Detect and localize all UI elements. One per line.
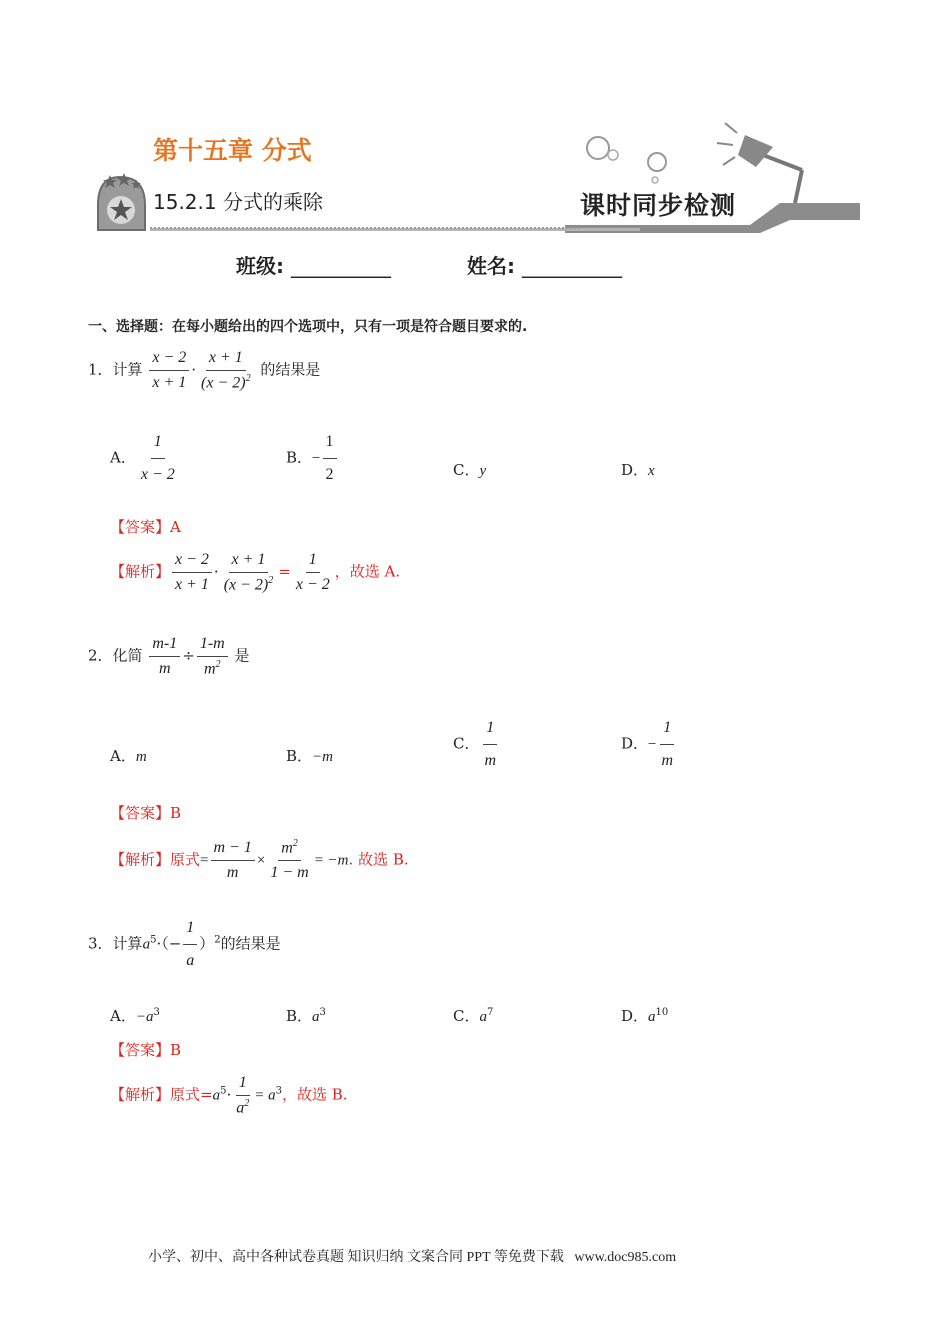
q3-number: 3． [88, 934, 113, 953]
q3-option-b[interactable]: B．$a^3$ [286, 1007, 326, 1025]
question-1 [88, 348, 320, 393]
q1-tail: 的结果是 [260, 360, 321, 379]
q2-answer: 【答案】B [110, 804, 182, 822]
name-blank[interactable]: __________ [521, 254, 622, 278]
q1-option-b[interactable]: B．− $\frac{1}{2}$ [286, 432, 339, 485]
q3-option-c[interactable]: C．$a^7$ [453, 1007, 494, 1025]
q2-option-a[interactable]: A．m [110, 747, 147, 765]
q2-tail: 是 [234, 646, 250, 665]
q3-frac: $\frac{1}{a}$ [183, 918, 197, 971]
q1-frac-1: $\frac{x - 2}{x + 1}$ [149, 348, 189, 393]
header-dotted-line [150, 227, 580, 229]
q3-option-d[interactable]: D．$a^{10}$ [621, 1007, 669, 1025]
q1-analysis: 【解析】 $\frac{x - 2}{x + 1}$ · $\frac{x + 1}{(x - 2)^2}$ = $\frac{1}{x - 2}$ ，故选 A. [110, 551, 401, 594]
q3-analysis: 【解析】原式$=a^5\cdot$ $\frac{1}{a^2}$ = $a^3$，故选 B. [110, 1074, 348, 1117]
star-emblem-icon [98, 173, 145, 230]
q1-answer: 【答案】A [110, 518, 181, 536]
q3-option-a[interactable]: A．$-a^3$ [110, 1007, 160, 1025]
footer-text: 小学、初中、高中各种试卷真题 知识归纳 文案合同 PPT 等免费下载 www.doc985.com [148, 1250, 677, 1265]
class-blank[interactable]: __________ [290, 254, 391, 278]
class-label: 班级: [236, 254, 284, 278]
q2-frac-1: $\frac{m-1}{m}$ [149, 634, 180, 679]
q1-option-c[interactable]: C．y [453, 461, 487, 479]
section-title: 15.2.1 分式的乘除 [153, 190, 323, 214]
q2-option-c[interactable]: C． $\frac{1}{m}$ [453, 719, 497, 769]
q2-option-d[interactable]: D．− $\frac{1}{m}$ [621, 719, 674, 769]
question-3: 3．计算$a^5\cdot(-$ $\frac{1}{a}$ ）$^2$的结果是 [88, 919, 281, 969]
q1-dot: · [191, 360, 197, 379]
q2-number: 2． [88, 646, 113, 665]
section-heading: 一、选择题：在每小题给出的四个选项中，只有一项是符合题目要求的. [88, 319, 528, 335]
name-label: 姓名: [467, 254, 515, 278]
question-2 [88, 634, 250, 679]
q3-tail: 的结果是 [220, 934, 281, 953]
q2-frac-2: $\frac{1-m}{m^2}$ [197, 634, 228, 679]
q3-lead: 计算 [112, 934, 143, 953]
q1-lead: 计算 [112, 360, 143, 379]
badge-title: 课时同步检测 [580, 193, 737, 220]
name-field [467, 250, 622, 279]
chapter-title: 第十五章 分式 [153, 136, 312, 165]
q1-frac-2: $\frac{x + 1}{(x - 2)^2}$ [201, 349, 251, 392]
q1-number: 1． [88, 360, 113, 379]
q1-option-d[interactable]: D．x [621, 461, 655, 479]
q3-answer: 【答案】B [110, 1041, 182, 1059]
class-field [236, 250, 391, 279]
q2-lead: 化简 [112, 646, 143, 665]
q2-analysis: 【解析】原式= $\frac{m - 1}{m}$ × $\frac{m^2}{1 - m}$ = −m. 故选 B. [110, 838, 409, 882]
q1-option-a[interactable]: A． $\frac{1}{x - 2}$ [110, 433, 175, 483]
q2-div: ÷ [182, 646, 195, 665]
q2-option-b[interactable]: B．−m [286, 747, 333, 765]
